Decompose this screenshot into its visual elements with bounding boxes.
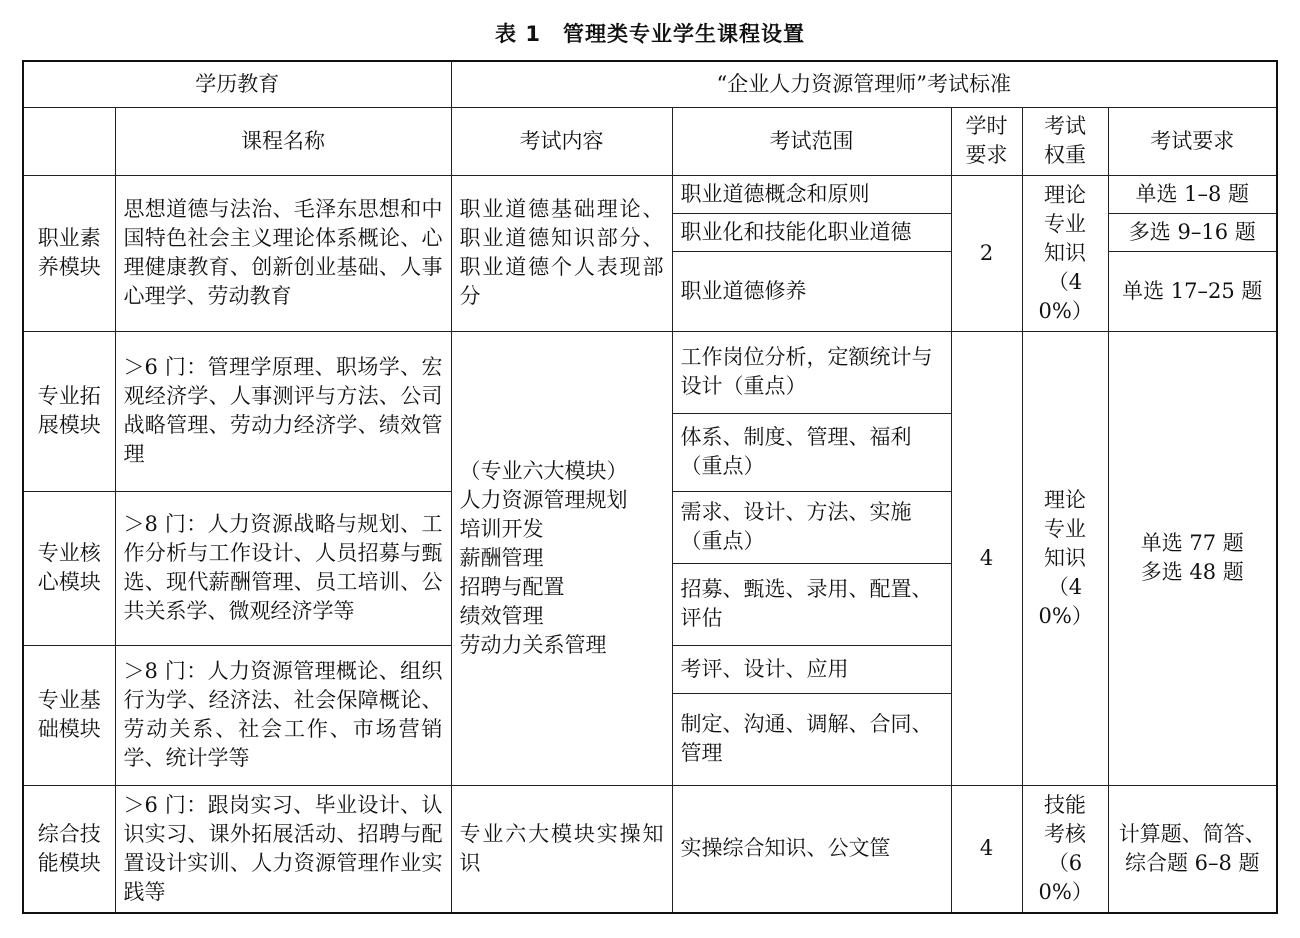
exam-content-professional-quality: 职业道德基础理论、职业道德知识部分、职业道德个人表现部分 xyxy=(451,175,672,331)
content-line: 薪酬管理 xyxy=(459,545,544,570)
table-caption xyxy=(0,18,1300,48)
req-single-1-8: 单选 1–8 题 xyxy=(1108,175,1277,213)
scope-job-analysis: 工作岗位分析，定额统计与设计（重点） xyxy=(672,331,951,413)
req-comprehensive: 计算题、简答、综合题 6–8 题 xyxy=(1108,785,1277,913)
module-professional-core: 专业核心模块 xyxy=(23,491,115,645)
header-exam-content: 考试内容 xyxy=(451,107,672,175)
module-professional-quality: 职业素养模块 xyxy=(23,175,115,331)
scope-professional-ethics: 职业化和技能化职业道德 xyxy=(672,213,951,251)
req-line: 单选 77 题 xyxy=(1140,531,1244,555)
hours-professional-modules: 4 xyxy=(951,331,1022,785)
content-line: 劳动力关系管理 xyxy=(459,632,607,657)
courses-comprehensive-skills: ＞6 门：跟岗实习、毕业设计、认识实习、课外拓展活动、招聘与配置设计实训、人力资源管理作业实践等 xyxy=(115,785,451,913)
req-line: 多选 48 题 xyxy=(1140,560,1244,584)
scope-recruitment: 招募、甄选、录用、配置、评估 xyxy=(672,563,951,645)
header-group-education: 学历教育 xyxy=(23,61,451,107)
scope-practical: 实操综合知识、公文筐 xyxy=(672,785,951,913)
courses-professional-extension: ＞6 门：管理学原理、职场学、宏观经济学、人事测评与方法、公司战略管理、劳动力经济学、绩效管理 xyxy=(115,331,451,491)
course-table xyxy=(22,60,1278,914)
content-line: 培训开发 xyxy=(459,516,544,541)
scope-demand-design: 需求、设计、方法、实施（重点） xyxy=(672,491,951,563)
hours-comprehensive: 4 xyxy=(951,785,1022,913)
courses-professional-foundation: ＞8 门：人力资源管理概论、组织行为学、经济法、社会保障概论、劳动关系、社会工作、市场营销学、统计学等 xyxy=(115,645,451,785)
content-line: 人力资源管理规划 xyxy=(459,487,628,512)
header-course-name: 课程名称 xyxy=(115,107,451,175)
req-single-17-25: 单选 17–25 题 xyxy=(1108,251,1277,331)
content-line: 招聘与配置 xyxy=(459,574,565,599)
content-line: 绩效管理 xyxy=(459,603,544,628)
content-line: （专业六大模块） xyxy=(459,458,628,483)
courses-professional-quality: 思想道德与法治、毛泽东思想和中国特色社会主义理论体系概论、心理健康教育、创新创业基础、人事心理学、劳动教育 xyxy=(115,175,451,331)
weight-comprehensive: 技能考核（60%） xyxy=(1022,785,1108,913)
exam-content-six-modules xyxy=(451,331,672,785)
weight-professional-modules: 理论专业知识（40%） xyxy=(1022,331,1108,785)
req-multi-9-16: 多选 9–16 题 xyxy=(1108,213,1277,251)
weight-professional-quality: 理论专业知识（40%） xyxy=(1022,175,1108,331)
scope-evaluation: 考评、设计、应用 xyxy=(672,645,951,693)
header-group-exam-standard: “企业人力资源管理师”考试标准 xyxy=(451,61,1277,107)
table-number: 表 1 xyxy=(495,22,541,46)
header-hours-requirement: 学时要求 xyxy=(951,107,1022,175)
req-professional-modules xyxy=(1108,331,1277,785)
hours-professional-quality: 2 xyxy=(951,175,1022,331)
module-comprehensive-skills: 综合技能模块 xyxy=(23,785,115,913)
scope-negotiation-contract: 制定、沟通、调解、合同、管理 xyxy=(672,693,951,785)
exam-content-practical: 专业六大模块实操知识 xyxy=(451,785,672,913)
header-exam-requirement: 考试要求 xyxy=(1108,107,1277,175)
scope-system-welfare: 体系、制度、管理、福利（重点） xyxy=(672,413,951,491)
module-professional-foundation: 专业基础模块 xyxy=(23,645,115,785)
scope-ethics-concepts: 职业道德概念和原则 xyxy=(672,175,951,213)
scope-ethics-cultivation: 职业道德修养 xyxy=(672,251,951,331)
module-professional-extension: 专业拓展模块 xyxy=(23,331,115,491)
header-module-blank xyxy=(23,107,115,175)
courses-professional-core: ＞8 门：人力资源战略与规划、工作分析与工作设计、人员招募与甄选、现代薪酬管理、员工培训、公共关系学、微观经济学等 xyxy=(115,491,451,645)
header-exam-weight: 考试权重 xyxy=(1022,107,1108,175)
table-title: 管理类专业学生课程设置 xyxy=(562,22,805,46)
header-exam-scope: 考试范围 xyxy=(672,107,951,175)
